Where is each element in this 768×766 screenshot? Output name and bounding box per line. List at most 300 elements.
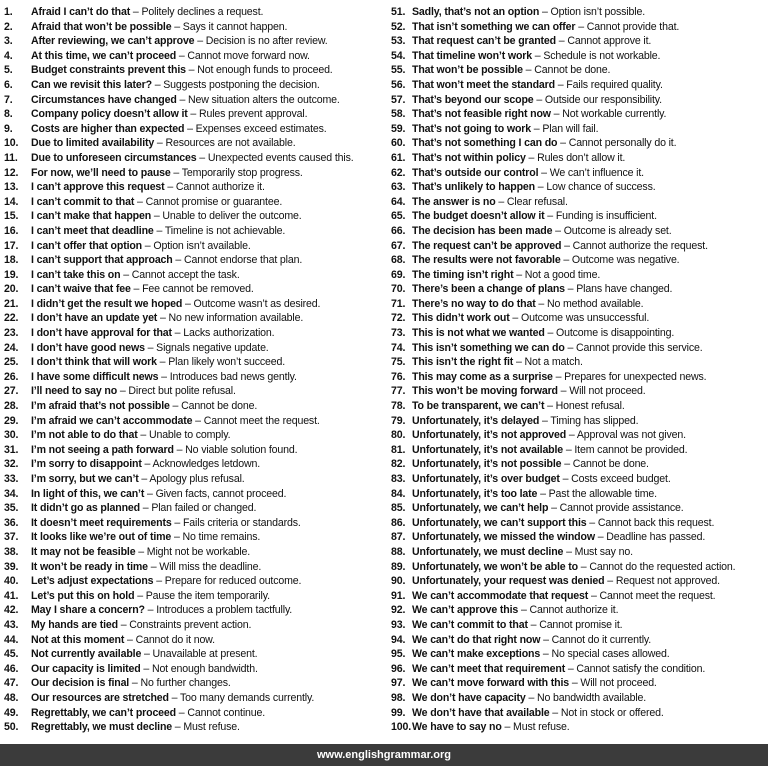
- item-separator: –: [554, 78, 567, 91]
- item-separator: –: [173, 443, 186, 456]
- item-meaning: Decision is no after review.: [205, 35, 328, 48]
- list-item: [391, 399, 767, 414]
- list-item: [391, 20, 767, 35]
- list-item: [4, 93, 384, 108]
- item-number: 32.: [4, 458, 19, 471]
- item-phrase: The answer is no: [412, 195, 496, 208]
- item-meaning: Cannot promise it.: [539, 618, 623, 631]
- item-phrase: I can’t approve this request: [31, 181, 165, 194]
- item-number: 96.: [391, 662, 406, 675]
- item-number: 26.: [4, 370, 19, 383]
- item-phrase: Unfortunately, we won’t be able to: [412, 560, 578, 573]
- item-separator: –: [560, 254, 572, 267]
- item-phrase: Due to unforeseen circumstances: [31, 151, 197, 164]
- item-separator: –: [535, 297, 547, 310]
- item-phrase: I can’t support that approach: [31, 254, 173, 267]
- item-separator: –: [522, 64, 535, 77]
- item-meaning: Lacks authorization.: [183, 327, 275, 340]
- item-number: 28.: [4, 400, 19, 413]
- item-meaning: Might not be workable.: [146, 545, 251, 558]
- item-number: 67.: [391, 239, 406, 252]
- item-meaning: Plan failed or changed.: [151, 502, 257, 515]
- item-separator: –: [153, 224, 165, 237]
- list-item: [391, 545, 767, 560]
- item-separator: –: [130, 283, 143, 296]
- item-separator: –: [548, 502, 560, 515]
- list-item: [391, 706, 767, 721]
- item-separator: –: [588, 589, 600, 602]
- item-number: 15.: [4, 210, 19, 223]
- item-number: 98.: [391, 691, 406, 704]
- item-number: 60.: [391, 137, 406, 150]
- item-separator: –: [171, 516, 183, 529]
- item-separator: –: [129, 677, 141, 690]
- list-item: [391, 78, 767, 93]
- item-phrase: Unfortunately, it’s over budget: [412, 473, 560, 485]
- item-phrase: That won’t be possible: [412, 64, 523, 77]
- item-separator: –: [539, 6, 551, 18]
- item-number: 37.: [4, 531, 19, 544]
- list-item: [4, 472, 384, 487]
- item-meaning: Request not approved.: [615, 575, 720, 588]
- item-number: 89.: [391, 560, 406, 573]
- item-separator: –: [184, 122, 196, 135]
- item-phrase: In light of this, we can’t: [31, 487, 145, 500]
- item-separator: –: [142, 239, 154, 252]
- list-item: [4, 603, 384, 618]
- item-phrase: I’m not able to do that: [31, 429, 138, 442]
- item-meaning: Cannot move forward now.: [187, 49, 310, 62]
- item-number: 49.: [4, 706, 19, 719]
- list-item: [391, 239, 767, 254]
- item-phrase: I can’t offer that option: [31, 239, 143, 252]
- list-item: [391, 516, 767, 531]
- item-number: 1.: [4, 6, 13, 18]
- item-separator: –: [139, 502, 152, 515]
- item-separator: –: [144, 487, 156, 500]
- item-number: 88.: [391, 545, 406, 558]
- item-meaning: Not a match.: [524, 356, 583, 369]
- item-meaning: Resources are not available.: [165, 137, 296, 150]
- list-item: [4, 166, 384, 181]
- list-item: [391, 370, 767, 385]
- item-meaning: Must refuse.: [183, 721, 240, 734]
- item-meaning: Outcome is already set.: [563, 224, 672, 237]
- item-phrase: I can’t make that happen: [31, 210, 152, 223]
- item-number: 97.: [391, 677, 406, 690]
- item-phrase: I’m sorry, but we can’t: [31, 473, 139, 485]
- item-phrase: We can’t do that right now: [412, 633, 541, 646]
- list-item: [391, 662, 767, 677]
- item-separator: –: [566, 429, 577, 442]
- item-meaning: Acknowledges letdown.: [152, 458, 261, 471]
- item-phrase: We can’t meet that requirement: [412, 662, 566, 675]
- list-item: [391, 457, 767, 472]
- item-number: 8.: [4, 108, 13, 121]
- item-number: 99.: [391, 706, 406, 719]
- item-number: 82.: [391, 458, 406, 471]
- list-item: [4, 589, 384, 604]
- item-meaning: Not a good time.: [524, 268, 601, 281]
- item-phrase: That’s not within policy: [412, 151, 526, 164]
- item-separator: –: [549, 706, 561, 719]
- item-separator: –: [151, 210, 163, 223]
- item-number: 80.: [391, 429, 406, 442]
- item-meaning: Too many demands currently.: [180, 691, 315, 704]
- list-item: [391, 180, 767, 195]
- item-number: 61.: [391, 151, 406, 164]
- list-item: [4, 253, 384, 268]
- item-meaning: Fails required quality.: [566, 78, 663, 91]
- item-separator: –: [187, 108, 199, 121]
- item-phrase: That’s not feasible right now: [412, 108, 551, 121]
- item-phrase: After reviewing, we can’t approve: [31, 35, 195, 48]
- item-number: 40.: [4, 575, 19, 588]
- left-column: [4, 5, 384, 735]
- item-phrase: Our decision is final: [31, 677, 130, 690]
- item-number: 11.: [4, 151, 18, 164]
- item-number: 41.: [4, 589, 19, 602]
- item-phrase: Circumstances have changed: [31, 93, 177, 106]
- item-separator: –: [185, 64, 198, 77]
- item-number: 94.: [391, 633, 406, 646]
- item-meaning: Option isn’t available.: [153, 239, 251, 252]
- item-phrase: May I share a concern?: [31, 604, 145, 617]
- item-separator: –: [117, 618, 130, 631]
- list-item: [391, 151, 767, 166]
- list-item: [391, 720, 767, 735]
- item-phrase: Sadly, that’s not an option: [412, 6, 540, 18]
- item-phrase: That’s beyond our scope: [412, 93, 534, 106]
- list-item: [4, 647, 384, 662]
- item-number: 35.: [4, 502, 19, 515]
- list-item: [4, 691, 384, 706]
- item-separator: –: [147, 560, 160, 573]
- item-separator: –: [176, 49, 188, 62]
- item-phrase: I don’t have good news: [31, 341, 145, 354]
- item-separator: –: [117, 385, 129, 398]
- item-meaning: Cannot provide this service.: [576, 341, 703, 354]
- item-phrase: Not currently available: [31, 648, 142, 661]
- item-separator: –: [157, 312, 169, 325]
- item-phrase: Unfortunately, it’s too late: [412, 487, 538, 500]
- item-meaning: Cannot continue.: [187, 706, 266, 719]
- item-number: 54.: [391, 49, 406, 62]
- list-item: [391, 560, 767, 575]
- list-item: [4, 282, 384, 297]
- item-number: 87.: [391, 531, 406, 544]
- list-item: [391, 63, 767, 78]
- item-separator: –: [141, 648, 153, 661]
- item-meaning: Timing has slipped.: [550, 414, 639, 427]
- item-separator: –: [557, 137, 569, 150]
- item-phrase: Unfortunately, your request was denied: [412, 575, 605, 588]
- list-item: [391, 34, 767, 49]
- item-meaning: Prepare for reduced outcome.: [164, 575, 302, 588]
- item-meaning: Will not proceed.: [580, 677, 657, 690]
- item-meaning: No bandwidth available.: [537, 691, 647, 704]
- item-separator: –: [552, 370, 565, 383]
- item-phrase: Unfortunately, it’s not possible: [412, 458, 562, 471]
- item-separator: –: [495, 195, 507, 208]
- item-separator: –: [501, 721, 514, 734]
- list-item: [4, 297, 384, 312]
- list-item: [391, 384, 767, 399]
- item-phrase: Our resources are stretched: [31, 691, 169, 704]
- item-meaning: Unexpected events caused this.: [207, 151, 354, 164]
- item-separator: –: [156, 356, 169, 369]
- item-number: 30.: [4, 429, 19, 442]
- item-separator: –: [120, 268, 132, 281]
- item-number: 6.: [4, 78, 13, 91]
- item-phrase: Let’s put this on hold: [31, 589, 135, 602]
- item-number: 36.: [4, 516, 19, 529]
- item-number: 95.: [391, 648, 406, 661]
- item-phrase: The budget doesn’t allow it: [412, 210, 545, 223]
- item-meaning: Cannot provide assistance.: [559, 502, 684, 515]
- item-number: 62.: [391, 166, 406, 179]
- item-separator: –: [170, 166, 182, 179]
- list-item: [391, 428, 767, 443]
- item-phrase: It may not be feasible: [31, 545, 136, 558]
- list-item: [391, 443, 767, 458]
- item-separator: –: [134, 195, 146, 208]
- item-number: 42.: [4, 604, 19, 617]
- item-separator: –: [176, 93, 188, 106]
- list-item: [4, 122, 384, 137]
- item-number: 74.: [391, 341, 406, 354]
- item-number: 47.: [4, 677, 19, 690]
- item-meaning: Cannot authorize it.: [175, 181, 265, 194]
- list-item: [391, 633, 767, 648]
- item-meaning: Fails criteria or standards.: [182, 516, 301, 529]
- item-phrase: Due to limited availability: [31, 137, 155, 150]
- item-separator: –: [544, 327, 556, 340]
- item-separator: –: [561, 239, 573, 252]
- item-phrase: Company policy doesn’t allow it: [31, 108, 188, 121]
- item-meaning: Introduces a problem tactfully.: [156, 604, 293, 617]
- item-meaning: No time remains.: [182, 531, 261, 544]
- item-meaning: Expenses exceed estimates.: [195, 122, 327, 135]
- list-item: [4, 720, 384, 735]
- item-phrase: That timeline won’t work: [412, 49, 533, 62]
- item-phrase: This isn’t the right fit: [412, 356, 514, 369]
- item-meaning: Cannot endorse that plan.: [183, 254, 303, 267]
- item-phrase: I can’t take this on: [31, 268, 121, 281]
- item-separator: –: [168, 691, 180, 704]
- item-phrase: There’s been a change of plans: [412, 283, 565, 296]
- item-number: 75.: [391, 356, 406, 369]
- list-item: [391, 166, 767, 181]
- item-meaning: Cannot personally do it.: [568, 137, 677, 150]
- item-phrase: It looks like we’re out of time: [31, 531, 172, 544]
- item-phrase: I don’t have approval for that: [31, 327, 172, 340]
- item-separator: –: [144, 604, 157, 617]
- item-meaning: We can’t influence it.: [549, 166, 644, 179]
- item-meaning: No new information available.: [168, 312, 304, 325]
- item-phrase: Regrettably, we must decline: [31, 721, 173, 734]
- item-separator: –: [538, 166, 550, 179]
- list-item: [391, 326, 767, 341]
- list-item: [4, 457, 384, 472]
- item-separator: –: [171, 20, 183, 33]
- item-number: 5.: [4, 64, 13, 77]
- item-meaning: New situation alters the outcome.: [188, 93, 340, 106]
- list-item: [4, 355, 384, 370]
- item-meaning: Plan will fail.: [542, 122, 599, 135]
- item-number: 78.: [391, 400, 406, 413]
- item-phrase: Unfortunately, it’s not approved: [412, 429, 567, 442]
- item-separator: –: [556, 35, 568, 48]
- item-number: 27.: [4, 385, 19, 398]
- item-meaning: Cannot satisfy the condition.: [576, 662, 706, 675]
- item-phrase: Unfortunately, we missed the window: [412, 531, 595, 544]
- list-item: [4, 209, 384, 224]
- item-meaning: Cannot do it currently.: [551, 633, 652, 646]
- list-item: [4, 428, 384, 443]
- list-item: [4, 63, 384, 78]
- item-meaning: Says it cannot happen.: [182, 20, 288, 33]
- list-item: [391, 487, 767, 502]
- item-separator: –: [140, 662, 152, 675]
- item-separator: –: [171, 531, 183, 544]
- item-phrase: Unfortunately, we can’t support this: [412, 516, 587, 529]
- item-meaning: Must refuse.: [513, 721, 570, 734]
- list-item: [4, 180, 384, 195]
- item-phrase: I have some difficult news: [31, 370, 159, 383]
- item-number: 14.: [4, 195, 19, 208]
- list-item: [4, 151, 384, 166]
- list-item: [4, 49, 384, 64]
- list-item: [391, 341, 767, 356]
- item-number: 83.: [391, 473, 406, 485]
- item-number: 63.: [391, 181, 406, 194]
- item-meaning: Cannot authorize it.: [529, 604, 619, 617]
- item-separator: –: [563, 545, 575, 558]
- item-number: 3.: [4, 35, 13, 48]
- item-phrase: I’m not seeing a path forward: [31, 443, 174, 456]
- item-number: 68.: [391, 254, 406, 267]
- item-number: 90.: [391, 575, 406, 588]
- item-number: 2.: [4, 20, 13, 33]
- item-separator: –: [552, 224, 564, 237]
- list-item: [4, 618, 384, 633]
- item-number: 55.: [391, 64, 406, 77]
- item-meaning: Cannot do the requested action.: [589, 560, 736, 573]
- item-separator: –: [544, 210, 556, 223]
- item-meaning: Funding is insufficient.: [555, 210, 657, 223]
- item-number: 23.: [4, 327, 19, 340]
- item-phrase: We can’t make exceptions: [412, 648, 541, 661]
- item-number: 69.: [391, 268, 406, 281]
- list-item: [4, 399, 384, 414]
- item-phrase: I can’t waive that fee: [31, 283, 131, 296]
- item-phrase: The request can’t be approved: [412, 239, 562, 252]
- item-meaning: Timeline is not achievable.: [164, 224, 286, 237]
- item-meaning: Unavailable at present.: [152, 648, 258, 661]
- item-phrase: I’ll need to say no: [31, 385, 118, 398]
- list-item: [4, 516, 384, 531]
- item-number: 93.: [391, 618, 406, 631]
- item-number: 77.: [391, 385, 406, 398]
- item-meaning: Not enough funds to proceed.: [197, 64, 333, 77]
- list-item: [391, 603, 767, 618]
- list-item: [391, 209, 767, 224]
- item-number: 16.: [4, 224, 19, 237]
- item-phrase: To be transparent, we can’t: [412, 400, 545, 413]
- list-item: [391, 311, 767, 326]
- item-number: 17.: [4, 239, 19, 252]
- item-number: 81.: [391, 443, 406, 456]
- item-separator: –: [158, 370, 170, 383]
- item-separator: –: [559, 473, 572, 485]
- item-separator: –: [527, 618, 540, 631]
- list-item: [4, 706, 384, 721]
- list-item: [391, 501, 767, 516]
- list-item: [4, 662, 384, 677]
- item-meaning: Politely declines a request.: [141, 6, 264, 18]
- item-phrase: This won’t be moving forward: [412, 385, 558, 398]
- item-phrase: Unfortunately, it’s not available: [412, 443, 564, 456]
- item-phrase: There’s no way to do that: [412, 297, 536, 310]
- item-number: 53.: [391, 35, 406, 48]
- item-separator: –: [535, 181, 547, 194]
- item-phrase: I’m afraid that’s not possible: [31, 400, 170, 413]
- item-phrase: The decision has been made: [412, 224, 553, 237]
- item-separator: –: [532, 49, 544, 62]
- item-meaning: Prepares for unexpected news.: [564, 370, 707, 383]
- list-item: [4, 560, 384, 575]
- item-separator: –: [531, 122, 543, 135]
- list-item: [4, 530, 384, 545]
- item-meaning: Suggests postponing the decision.: [163, 78, 320, 91]
- item-number: 18.: [4, 254, 19, 267]
- list-item: [4, 414, 384, 429]
- item-phrase: That’s unlikely to happen: [412, 181, 535, 194]
- item-separator: –: [151, 78, 164, 91]
- list-item: [391, 530, 767, 545]
- list-item: [391, 647, 767, 662]
- item-separator: –: [569, 677, 581, 690]
- item-meaning: No method available.: [546, 297, 644, 310]
- item-meaning: Plans have changed.: [576, 283, 673, 296]
- list-item: [391, 472, 767, 487]
- item-number: 70.: [391, 283, 406, 296]
- item-meaning: Outside our responsibility.: [544, 93, 662, 106]
- item-phrase: Costs are higher than expected: [31, 122, 185, 135]
- item-separator: –: [153, 575, 165, 588]
- item-phrase: The timing isn’t right: [412, 268, 514, 281]
- item-separator: –: [575, 20, 587, 33]
- item-meaning: Honest refusal.: [555, 400, 625, 413]
- item-phrase: We can’t approve this: [412, 604, 519, 617]
- item-meaning: Clear refusal.: [506, 195, 568, 208]
- item-separator: –: [144, 341, 157, 354]
- item-number: 46.: [4, 662, 19, 675]
- item-meaning: Cannot authorize the request.: [572, 239, 708, 252]
- footer-website: www.englishgrammar.org: [0, 744, 768, 766]
- item-number: 51.: [391, 6, 406, 18]
- list-item: [391, 136, 767, 151]
- right-column: [391, 5, 767, 735]
- item-separator: –: [154, 137, 166, 150]
- item-phrase: We can’t accommodate that request: [412, 589, 589, 602]
- item-meaning: Unable to deliver the outcome.: [162, 210, 302, 223]
- item-phrase: It doesn’t meet requirements: [31, 516, 172, 529]
- item-number: 12.: [4, 166, 19, 179]
- item-number: 76.: [391, 370, 406, 383]
- item-phrase: We have to say no: [412, 721, 502, 734]
